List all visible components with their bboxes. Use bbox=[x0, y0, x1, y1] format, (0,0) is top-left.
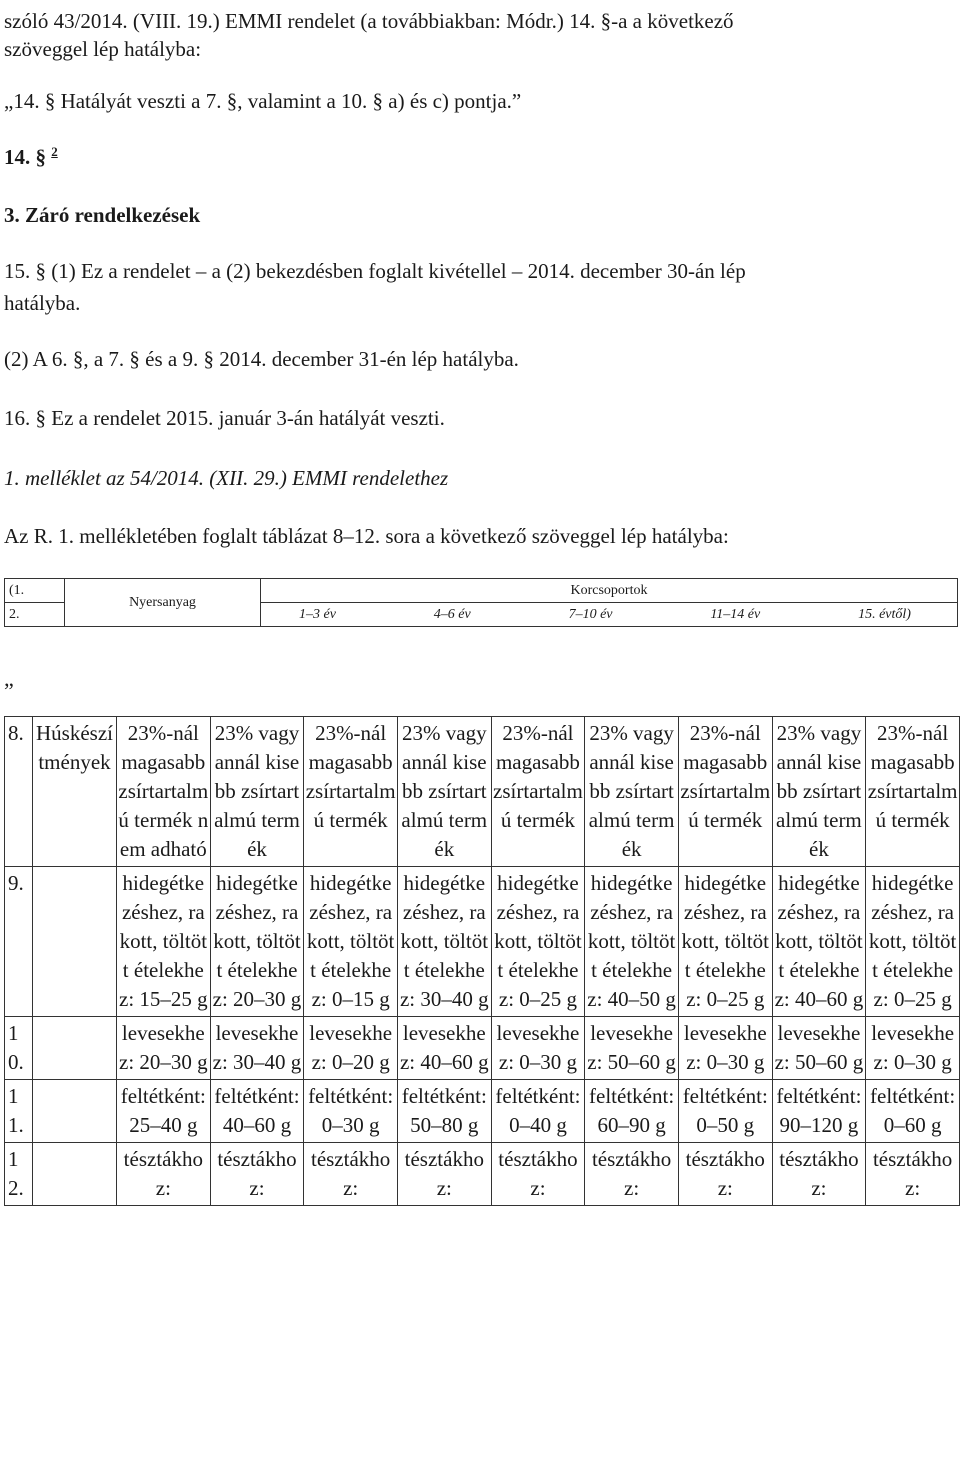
table-cell: 23% vagy annál kisebb zsírtartalmú termék bbox=[210, 717, 304, 867]
row-name bbox=[33, 1080, 117, 1143]
text-line-1: szóló 43/2014. (VIII. 19.) EMMI rendelet (a továbbiakban: Módr.) 14. §-a a következő bbox=[4, 9, 734, 33]
row-number: 10. bbox=[5, 1017, 33, 1080]
table-cell: feltétként: 0–60 g bbox=[866, 1080, 960, 1143]
table-cell: hidegétkezéshez, rakott, töltött ételekhez: 0–25 g bbox=[866, 867, 960, 1017]
table-cell: levesekhez: 0–30 g bbox=[491, 1017, 585, 1080]
row-number: 9. bbox=[5, 867, 33, 1017]
table-cell: levesekhez: 0–30 g bbox=[866, 1017, 960, 1080]
table-cell: feltétként: 90–120 g bbox=[772, 1080, 866, 1143]
korcsoportok-header: Korcsoportok bbox=[261, 579, 958, 603]
table-cell: hidegétkezéshez, rakott, töltött ételekhez: 15–25 g bbox=[117, 867, 211, 1017]
table-cell: 23%-nál magasabb zsírtartalmú termék bbox=[866, 717, 960, 867]
header-row1-num: (1. bbox=[5, 579, 65, 603]
age-group: 4–6 év bbox=[433, 606, 471, 622]
table-cell: levesekhez: 0–20 g bbox=[304, 1017, 398, 1080]
row-name bbox=[33, 1017, 117, 1080]
age-group: 7–10 év bbox=[568, 606, 613, 622]
table-cell: hidegétkezéshez, rakott, töltött ételekhez: 20–30 g bbox=[210, 867, 304, 1017]
table-cell: tésztákhoz: bbox=[210, 1143, 304, 1206]
table-cell: 23% vagy annál kisebb zsírtartalmú termék bbox=[772, 717, 866, 867]
text-line-6: 15. § (1) Ez a rendelet – a (2) bekezdésben foglalt kivétellel – 2014. december 30-án lép bbox=[4, 259, 746, 283]
row-name bbox=[33, 1143, 117, 1206]
table-row bbox=[5, 1017, 960, 1080]
text-line-7: hatályba. bbox=[4, 291, 81, 315]
nyersanyag-header: Nyersanyag bbox=[65, 579, 261, 627]
table-cell: feltétként: 0–50 g bbox=[678, 1080, 772, 1143]
text-line-2: szöveggel lép hatályba: bbox=[4, 37, 202, 61]
row-number: 12. bbox=[5, 1143, 33, 1206]
table-cell: 23%-nál magasabb zsírtartalmú termék bbox=[304, 717, 398, 867]
row-name: Húskészítmények bbox=[33, 717, 117, 867]
table-cell: levesekhez: 40–60 g bbox=[397, 1017, 491, 1080]
text-line-8: (2) A 6. §, a 7. § és a 9. § 2014. december 31-én lép hatályba. bbox=[4, 347, 519, 371]
table-cell: hidegétkezéshez, rakott, töltött ételekhez: 40–60 g bbox=[772, 867, 866, 1017]
table-cell: levesekhez: 50–60 g bbox=[772, 1017, 866, 1080]
table-cell: tésztákhoz: bbox=[678, 1143, 772, 1206]
table-cell: hidegétkezéshez, rakott, töltött ételekhez: 0–25 g bbox=[678, 867, 772, 1017]
table-cell: feltétként: 0–40 g bbox=[491, 1080, 585, 1143]
table-cell: tésztákhoz: bbox=[304, 1143, 398, 1206]
row-number: 8. bbox=[5, 717, 33, 867]
section-14-label: 14. § bbox=[4, 145, 46, 169]
chapter-heading: 3. Záró rendelkezések bbox=[4, 203, 201, 227]
table-cell: 23% vagy annál kisebb zsírtartalmú termék bbox=[397, 717, 491, 867]
age-group: 1–3 év bbox=[299, 606, 336, 622]
table-row bbox=[5, 1080, 960, 1143]
table-cell: levesekhez: 0–30 g bbox=[678, 1017, 772, 1080]
age-groups bbox=[261, 603, 958, 627]
row-number: 11. bbox=[5, 1080, 33, 1143]
age-group: 15. évtől) bbox=[858, 606, 911, 622]
repeal-quote: „14. § Hatályát veszti a 7. §, valamint a 10. § a) és c) pontja.” bbox=[4, 89, 522, 113]
table-cell: levesekhez: 20–30 g bbox=[117, 1017, 211, 1080]
table-cell: tésztákhoz: bbox=[866, 1143, 960, 1206]
table-cell: tésztákhoz: bbox=[117, 1143, 211, 1206]
header-table bbox=[4, 578, 958, 627]
table-cell: feltétként: 60–90 g bbox=[585, 1080, 679, 1143]
table-cell: feltétként: 25–40 g bbox=[117, 1080, 211, 1143]
table-cell: feltétként: 40–60 g bbox=[210, 1080, 304, 1143]
table-cell: 23%-nál magasabb zsírtartalmú termék bbox=[491, 717, 585, 867]
row-name bbox=[33, 867, 117, 1017]
text-line-9: 16. § Ez a rendelet 2015. január 3-án hatályát veszti. bbox=[4, 406, 445, 430]
table-cell: 23%-nál magasabb zsírtartalmú termék bbox=[678, 717, 772, 867]
table-cell: hidegétkezéshez, rakott, töltött ételekhez: 0–15 g bbox=[304, 867, 398, 1017]
table-cell: tésztákhoz: bbox=[585, 1143, 679, 1206]
annex-title: 1. melléklet az 54/2014. (XII. 29.) EMMI rendelethez bbox=[4, 466, 449, 490]
table-cell: feltétként: 0–30 g bbox=[304, 1080, 398, 1143]
header-row2-num: 2. bbox=[5, 603, 65, 627]
table-cell: 23%-nál magasabb zsírtartalmú termék nem adható bbox=[117, 717, 211, 867]
text-line-11: Az R. 1. mellékletében foglalt táblázat 8–12. sora a következő szöveggel lép hatályba: bbox=[4, 524, 729, 548]
table-cell: tésztákhoz: bbox=[397, 1143, 491, 1206]
table-cell: 23% vagy annál kisebb zsírtartalmú termék bbox=[585, 717, 679, 867]
table-cell: tésztákhoz: bbox=[772, 1143, 866, 1206]
table-row bbox=[5, 717, 960, 867]
main-table bbox=[4, 716, 960, 1206]
table-row bbox=[5, 1143, 960, 1206]
table-cell: hidegétkezéshez, rakott, töltött ételekhez: 0–25 g bbox=[491, 867, 585, 1017]
age-group: 11–14 év bbox=[710, 606, 761, 622]
table-cell: hidegétkezéshez, rakott, töltött ételekhez: 40–50 g bbox=[585, 867, 679, 1017]
section-14-heading bbox=[4, 144, 58, 170]
footnote-ref[interactable]: 2 bbox=[51, 144, 58, 159]
table-cell: levesekhez: 50–60 g bbox=[585, 1017, 679, 1080]
table-cell: hidegétkezéshez, rakott, töltött ételekhez: 30–40 g bbox=[397, 867, 491, 1017]
table-cell: tésztákhoz: bbox=[491, 1143, 585, 1206]
table-cell: feltétként: 50–80 g bbox=[397, 1080, 491, 1143]
opening-quote: „ bbox=[4, 666, 14, 691]
table-row bbox=[5, 867, 960, 1017]
table-cell: levesekhez: 30–40 g bbox=[210, 1017, 304, 1080]
